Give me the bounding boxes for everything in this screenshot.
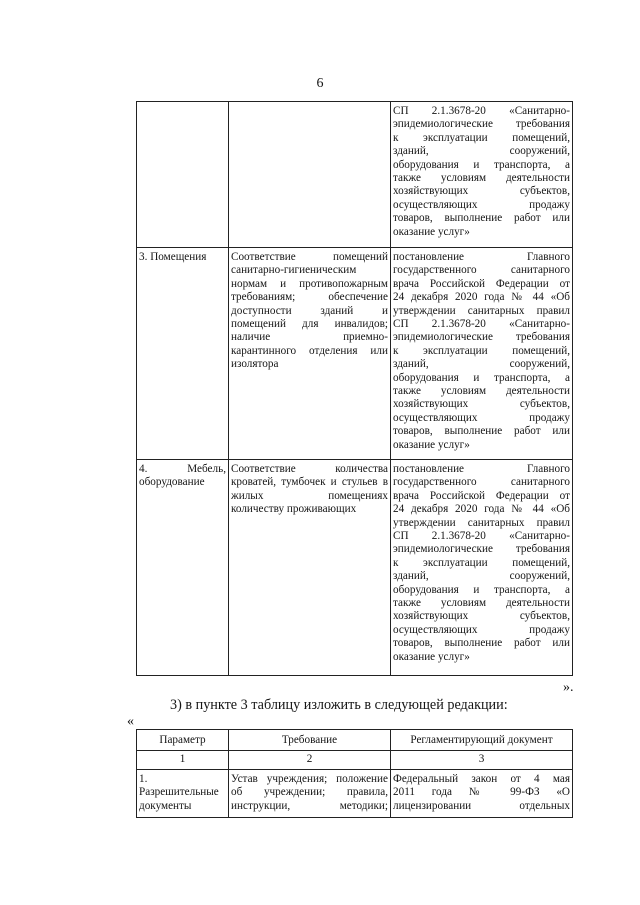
text-line: хозяйствующих субъектов,	[393, 398, 570, 411]
text-line: зданий, сооружений,	[393, 145, 570, 158]
text-line: оказание услуг»	[393, 225, 470, 238]
text-line: врача Российской Федерации от	[393, 277, 570, 290]
text-line: Соответствие количества	[231, 463, 388, 475]
text-line: 24 декабря 2020 года № 44 «Об	[393, 503, 570, 516]
text-line: осуществляющих продажу	[393, 623, 570, 636]
header-requirement: Требование	[229, 730, 391, 751]
requirement-cell	[229, 248, 391, 460]
text-line: инструкции, методики;	[231, 799, 388, 812]
table-row	[137, 460, 573, 676]
text-line: зданий, сооружений,	[393, 358, 570, 371]
page-number: 6	[316, 76, 324, 91]
opening-quote: «	[127, 714, 134, 729]
document-cell	[391, 102, 573, 248]
header-param: Параметр	[137, 730, 229, 751]
text-line: требованиям; обеспечение	[231, 291, 388, 304]
column-number: 2	[229, 751, 391, 770]
text-line: государственного санитарного	[393, 476, 570, 489]
text-line: лицензировании отдельных	[393, 799, 570, 812]
text-line: также условиям деятельности	[393, 385, 570, 398]
text-line: оборудования и транспорта, а	[393, 158, 570, 171]
text-line: также условиям деятельности	[393, 172, 570, 185]
column-number: 1	[137, 751, 229, 770]
requirements-table-continued	[136, 101, 573, 676]
text-line: наличие приемно-	[231, 331, 388, 344]
text-line: товаров, выполнение работ или	[393, 212, 570, 225]
text-line: утверждении санитарных правил	[393, 516, 570, 529]
header-document: Регламентирующий документ	[391, 730, 573, 751]
param-cell	[137, 248, 229, 460]
text-line: карантинного отделения или	[231, 344, 388, 357]
instruction-text: 3) в пункте 3 таблицу изложить в следующей редакции:	[170, 697, 508, 713]
text-line: хозяйствующих субъектов,	[393, 610, 570, 623]
document-cell	[391, 770, 573, 818]
document-cell	[391, 460, 573, 676]
text-line: документы	[139, 799, 192, 812]
text-line: помещений для инвалидов;	[231, 318, 388, 331]
column-number-row	[137, 751, 573, 770]
text-line: изолятора	[231, 358, 279, 371]
text-line: Устав учреждения; положение	[231, 773, 388, 785]
text-line: кроватей, тумбочек и стульев в	[231, 476, 388, 489]
text-line: оборудования и транспорта, а	[393, 583, 570, 596]
text-line: товаров, выполнение работ или	[393, 637, 570, 650]
text-line: оборудования и транспорта, а	[393, 371, 570, 384]
text-line: оказание услуг»	[393, 438, 470, 451]
table-header-row	[137, 730, 573, 751]
text-line: жилых помещениях	[231, 489, 388, 502]
text-line: государственного санитарного	[393, 264, 570, 277]
text-line: также условиям деятельности	[393, 597, 570, 610]
text-line: Соответствие помещений	[231, 251, 388, 263]
text-line: 2011 года № 99-ФЗ «О	[393, 786, 570, 799]
text-line: оборудование	[139, 476, 205, 489]
text-line: 4. Мебель,	[139, 463, 226, 475]
text-line: СП 2.1.3678-20 «Санитарно-	[393, 530, 570, 543]
requirement-cell	[229, 770, 391, 818]
text-line: к эксплуатации помещений,	[393, 556, 570, 569]
text-line: эпидемиологические требования	[393, 118, 570, 131]
document-cell	[391, 248, 573, 460]
text-line: 24 декабря 2020 года № 44 «Об	[393, 291, 570, 304]
text-line: СП 2.1.3678-20 «Санитарно-	[393, 105, 570, 117]
requirement-cell	[229, 460, 391, 676]
text-line: доступности зданий и	[231, 304, 388, 317]
text-line: 1.	[139, 773, 148, 785]
column-number: 3	[391, 751, 573, 770]
text-line: товаров, выполнение работ или	[393, 425, 570, 438]
new-requirements-table	[136, 729, 573, 818]
table-row	[137, 770, 573, 818]
requirement-cell	[229, 102, 391, 248]
closing-quote: ».	[563, 680, 574, 695]
text-line: врача Российской Федерации от	[393, 489, 570, 502]
text-line: утверждении санитарных правил	[393, 304, 570, 317]
text-line: эпидемиологические требования	[393, 331, 570, 344]
table-row	[137, 102, 573, 248]
text-line: количеству проживающих	[231, 503, 357, 516]
text-line: Федеральный закон от 4 мая	[393, 773, 570, 785]
text-line: оказание услуг»	[393, 650, 470, 663]
text-line: осуществляющих продажу	[393, 411, 570, 424]
text-line: 3. Помещения	[139, 251, 207, 263]
text-line: к эксплуатации помещений,	[393, 131, 570, 144]
param-cell	[137, 770, 229, 818]
text-line: хозяйствующих субъектов,	[393, 185, 570, 198]
param-cell	[137, 460, 229, 676]
text-line: постановление Главного	[393, 251, 570, 263]
text-line: к эксплуатации помещений,	[393, 344, 570, 357]
text-line: СП 2.1.3678-20 «Санитарно-	[393, 318, 570, 331]
text-line: нормам и противопожарным	[231, 277, 388, 290]
text-line: зданий, сооружений,	[393, 570, 570, 583]
table-row	[137, 248, 573, 460]
text-line: осуществляющих продажу	[393, 198, 570, 211]
param-cell	[137, 102, 229, 248]
text-line: постановление Главного	[393, 463, 570, 475]
text-line: санитарно-гигиеническим	[231, 264, 357, 277]
text-line: эпидемиологические требования	[393, 543, 570, 556]
text-line: об учреждении; правила,	[231, 786, 388, 799]
text-line: Разрешительные	[139, 786, 219, 799]
